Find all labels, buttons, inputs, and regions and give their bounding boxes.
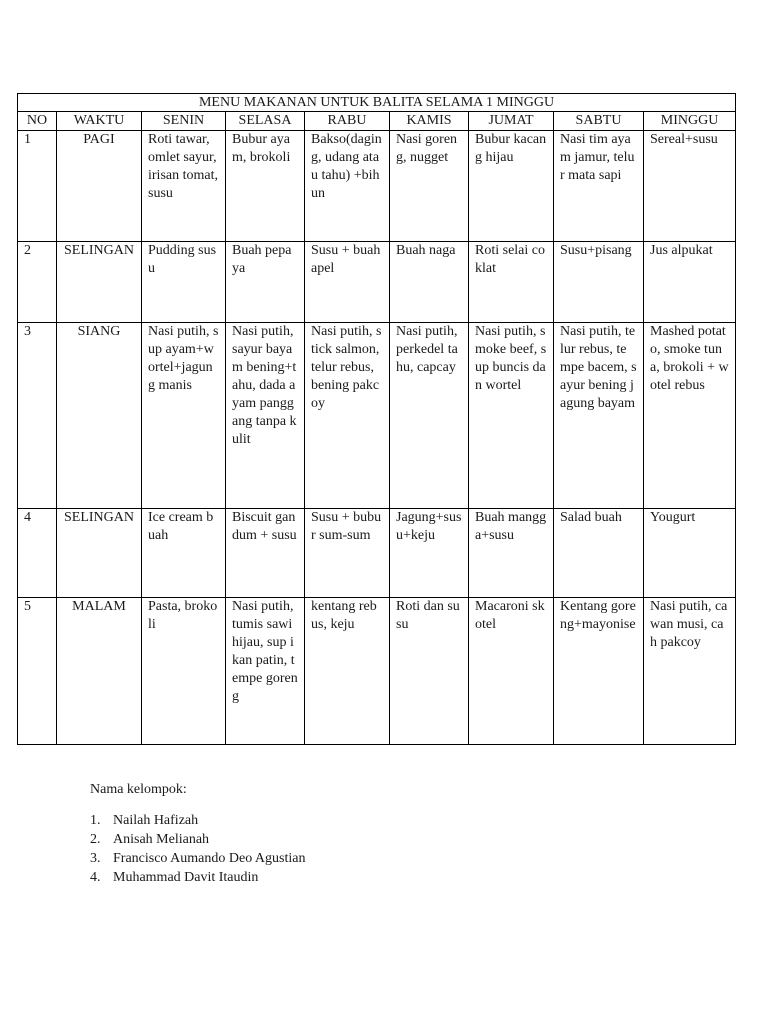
header-senin: SENIN: [142, 112, 226, 131]
header-no: NO: [18, 112, 57, 131]
list-number: 2.: [90, 832, 101, 847]
meal-cell: Roti dan susu: [390, 598, 469, 745]
table-row: [18, 242, 736, 323]
member-name: Muhammad Davit Itaudin: [113, 870, 259, 885]
meal-cell: Yougurt: [644, 509, 736, 598]
row-time: SELINGAN: [57, 509, 142, 598]
header-jumat: JUMAT: [469, 112, 554, 131]
meal-cell: Sereal+susu: [644, 131, 736, 242]
member-name: Anisah Melianah: [113, 832, 210, 847]
meal-cell: Macaroni skotel: [469, 598, 554, 745]
meal-cell: Nasi putih, sup ayam+wortel+jagung manis: [142, 323, 226, 509]
row-time: PAGI: [57, 131, 142, 242]
row-number: 1: [18, 131, 57, 242]
meal-cell: Biscuit gandum + susu: [226, 509, 305, 598]
meal-cell: Nasi putih, tumis sawi hijau, sup ikan patin, tempe goreng: [226, 598, 305, 745]
group-label: Nama kelompok:: [90, 782, 187, 797]
meal-cell: Salad buah: [554, 509, 644, 598]
header-selasa: SELASA: [226, 112, 305, 131]
meal-cell: Susu+pisang: [554, 242, 644, 323]
meal-cell: Nasi putih, sayur bayam bening+tahu, dada ayam panggang tanpa kulit: [226, 323, 305, 509]
row-number: 4: [18, 509, 57, 598]
meal-cell: Roti selai coklat: [469, 242, 554, 323]
meal-cell: kentang rebus, keju: [305, 598, 390, 745]
table-row: [18, 131, 736, 242]
meal-cell: Kentang goreng+mayonise: [554, 598, 644, 745]
table-row: [18, 323, 736, 509]
table-row: [18, 598, 736, 745]
meal-cell: Susu + buah apel: [305, 242, 390, 323]
meal-cell: Pasta, brokoli: [142, 598, 226, 745]
meal-cell: Buah naga: [390, 242, 469, 323]
meal-cell: Mashed potato, smoke tuna, brokoli + wotel rebus: [644, 323, 736, 509]
meal-cell: Jus alpukat: [644, 242, 736, 323]
meal-cell: Nasi putih, telur rebus, tempe bacem, sayur bening jagung bayam: [554, 323, 644, 509]
meal-cell: Nasi putih, smoke beef, sup buncis dan wortel: [469, 323, 554, 509]
group-members: [90, 780, 305, 887]
list-number: 4.: [90, 870, 101, 885]
member-name: Nailah Hafizah: [113, 813, 199, 828]
meal-cell: Pudding susu: [142, 242, 226, 323]
meal-cell: Bakso(daging, udang atau tahu) +bihun: [305, 131, 390, 242]
meal-cell: Buah pepaya: [226, 242, 305, 323]
list-number: 1.: [90, 813, 101, 828]
meal-cell: Nasi putih, cawan musi, cah pakcoy: [644, 598, 736, 745]
meal-cell: Roti tawar, omlet sayur, irisan tomat, susu: [142, 131, 226, 242]
row-number: 5: [18, 598, 57, 745]
list-item: [90, 830, 305, 849]
meal-cell: Jagung+susu+keju: [390, 509, 469, 598]
header-kamis: KAMIS: [390, 112, 469, 131]
header-minggu: MINGGU: [644, 112, 736, 131]
table-title: MENU MAKANAN UNTUK BALITA SELAMA 1 MINGGU: [18, 94, 736, 112]
menu-table: [17, 93, 736, 745]
list-item: [90, 811, 305, 830]
meal-cell: Nasi putih, perkedel tahu, capcay: [390, 323, 469, 509]
member-name: Francisco Aumando Deo Agustian: [113, 851, 306, 866]
row-time: SIANG: [57, 323, 142, 509]
list-number: 3.: [90, 851, 101, 866]
meal-cell: Bubur ayam, brokoli: [226, 131, 305, 242]
list-item: [90, 849, 305, 868]
row-number: 3: [18, 323, 57, 509]
list-item: [90, 868, 305, 887]
meal-cell: Buah mangga+susu: [469, 509, 554, 598]
row-number: 2: [18, 242, 57, 323]
table-row: [18, 509, 736, 598]
meal-cell: Bubur kacang hijau: [469, 131, 554, 242]
header-row: [18, 112, 736, 131]
meal-cell: Susu + bubur sum-sum: [305, 509, 390, 598]
meal-cell: Nasi goreng, nugget: [390, 131, 469, 242]
meal-cell: Ice cream buah: [142, 509, 226, 598]
row-time: MALAM: [57, 598, 142, 745]
header-sabtu: SABTU: [554, 112, 644, 131]
meal-cell: Nasi putih, stick salmon, telur rebus, bening pakcoy: [305, 323, 390, 509]
row-time: SELINGAN: [57, 242, 142, 323]
header-rabu: RABU: [305, 112, 390, 131]
meal-cell: Nasi tim ayam jamur, telur mata sapi: [554, 131, 644, 242]
header-waktu: WAKTU: [57, 112, 142, 131]
